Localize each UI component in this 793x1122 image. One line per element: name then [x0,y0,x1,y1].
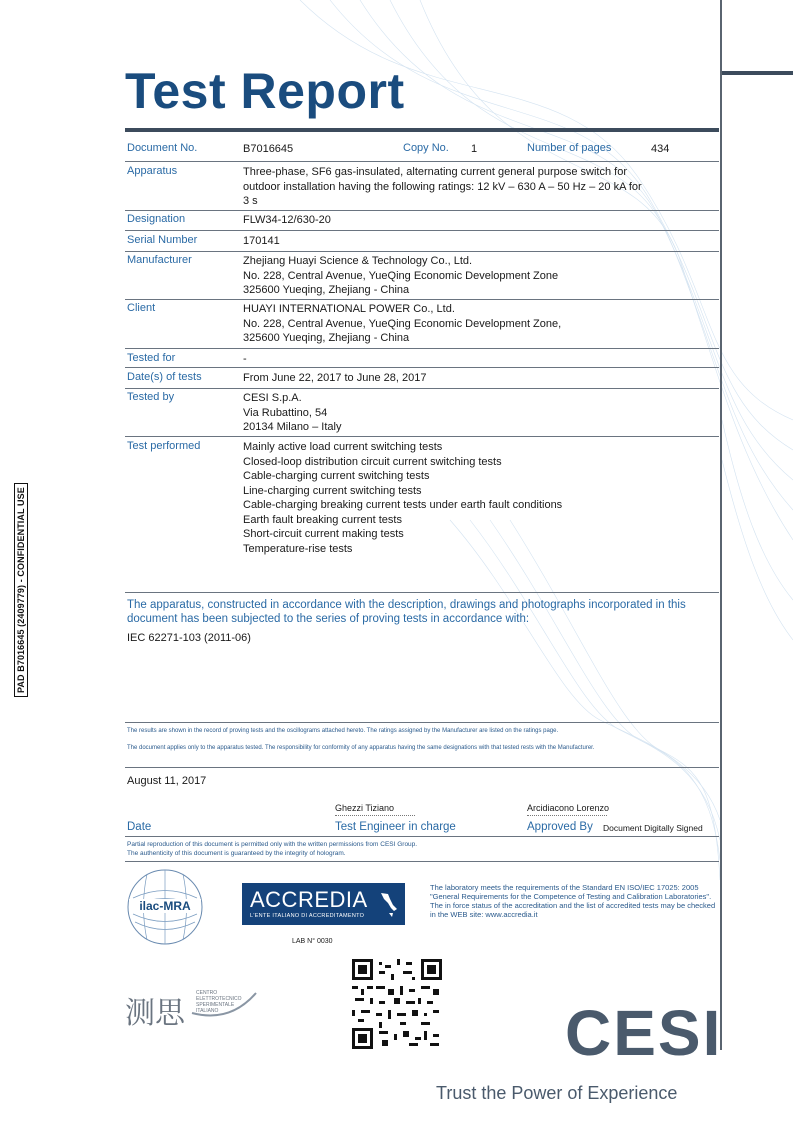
designation-value: FLW34-12/630-20 [243,214,331,226]
test-item: Short-circuit current making tests [243,528,404,540]
accredia-subtitle: L'ENTE ITALIANO DI ACCREDITAMENTO [250,913,365,919]
row-divider [125,161,719,162]
row-divider [125,251,719,252]
copy-no-value: 1 [471,143,478,155]
serial-value: 170141 [243,235,280,247]
apparatus-label: Apparatus [127,165,178,177]
tested-by-line: 20134 Milano – Italy [243,421,342,433]
subtitle-line: ELETTROTECNICO [196,996,242,1002]
manufacturer-line: 325600 Yueqing, Zhejiang - China [243,284,410,296]
copy-no-label: Copy No. [403,142,449,154]
tested-for-value: - [243,353,247,365]
row-divider [125,436,719,437]
client-line: HUAYI INTERNATIONAL POWER Co., Ltd. [243,303,455,315]
tested-by-label: Tested by [127,391,175,403]
row-divider [125,388,719,389]
accredia-title: ACCREDIA [250,887,368,912]
cesi-logo: CESI [565,997,723,1069]
lab-number: LAB N° 0030 [292,938,333,945]
manufacturer-label: Manufacturer [127,254,192,266]
signature-mark [335,815,415,818]
signature-mark [527,815,607,818]
test-item: Mainly active load current switching tests [243,441,443,453]
pages-value: 434 [651,143,670,155]
tested-by-value [243,391,341,435]
laboratory-statement: The laboratory meets the requirements of the Standard EN ISO/IEC 17025: 2005 "General Requirements for the Competence of Testing and Calibration Laboratories". The in force status of the accreditation and the list of accredited tests may be checked in the WEB site: www.accredia.it [430,883,716,919]
row-divider [125,348,719,349]
row-divider [125,767,719,768]
test-item: Closed-loop distribution circuit current switching tests [243,455,502,468]
row-divider [125,592,719,593]
test-item: Cable-charging breaking current tests under earth fault conditions [243,499,563,511]
tagline: Trust the Power of Experience [436,1083,678,1103]
issue-date: August 11, 2017 [127,775,207,787]
page-title: Test Report [125,63,405,119]
apparatus-line: Three-phase, SF6 gas-insulated, alternating current general purpose switch for [243,166,627,178]
tests-label: Test performed [127,440,201,452]
digital-signature-note: Document Digitally Signed [603,823,703,833]
manufacturer-line: No. 228, Central Avenue, YueQing Economic Development Zone [243,269,559,282]
standard-reference: IEC 62271-103 (2011-06) [127,632,251,644]
client-value [243,302,561,346]
client-line: 325600 Yueqing, Zhejiang - China [243,332,410,344]
ilac-logo-text: ilac-MRA [139,899,191,913]
tested-by-line: CESI S.p.A. [243,392,302,404]
subtitle-line: ITALIANO [196,1008,219,1014]
reproduction-note: Partial reproduction of this document is permitted only with the written permissions from CESI Group. [127,841,418,848]
cesi-chinese-logo: 测思 [125,996,185,1031]
subtitle-line: CENTRO [196,990,218,996]
dates-label: Date(s) of tests [127,371,202,383]
tests-list [243,440,562,556]
test-item: Earth fault breaking current tests [243,513,402,526]
test-item: Temperature-rise tests [243,542,353,555]
tested-for-label: Tested for [127,352,176,364]
row-divider [125,836,719,837]
ilac-mra-logo [125,868,205,946]
corner-rule [722,71,793,75]
client-label: Client [127,302,156,314]
subtitle-line: SPERIMENTALE [196,1002,235,1008]
test-item: Cable-charging current switching tests [243,470,430,482]
row-divider [125,861,719,862]
swoosh-icon [190,983,260,1023]
results-note: The results are shown in the record of proving tests and the oscillograms attached hereto. The ratings assigned by the Manufacturer are listed on the ratings page. [127,728,559,734]
test-item: Line-charging current switching tests [243,484,422,497]
manufacturer-line: Zhejiang Huayi Science & Technology Co., Ltd. [243,255,473,267]
date-label: Date [127,821,152,833]
document-no-value: B7016645 [243,143,294,155]
title-rule [125,128,719,132]
document-no-label: Document No. [127,142,198,154]
apparatus-line: 3 s [243,195,258,207]
tested-by-line: Via Rubattino, 54 [243,406,328,419]
conformity-statement: The apparatus, constructed in accordance with the description, drawings and photographs incorporated in this document has been subjected to the series of proving tests in accordance with: [127,599,686,625]
apparatus-line: outdoor installation having the following ratings: 12 kV – 630 A – 50 Hz – 20 kA for [243,180,642,193]
approver-role: Approved By [527,821,593,833]
apparatus-value [243,165,719,209]
serial-label: Serial Number [127,234,198,246]
row-divider [125,722,719,723]
engineer-name: Ghezzi Tiziano [335,803,395,813]
qr-code [352,958,442,1050]
pages-label: Number of pages [527,142,612,154]
row-divider [125,230,719,231]
row-divider [125,210,719,211]
row-divider [125,367,719,368]
engineer-role: Test Engineer in charge [335,821,456,833]
manufacturer-value [243,254,558,298]
designation-label: Designation [127,213,186,225]
dates-value: From June 22, 2017 to June 28, 2017 [243,372,427,384]
italy-icon [378,891,398,919]
client-line: No. 228, Central Avenue, YueQing Economic Development Zone, [243,317,562,330]
vertical-rule [720,0,722,1050]
authenticity-note: The authenticity of this document is guaranteed by the integrity of hologram. [127,850,346,857]
responsibility-note: The document applies only to the apparatus tested. The responsibility for conformity of any apparatus having the same designations with that tested rests with the Manufacturer. [127,745,595,751]
approver-name: Arcidiacono Lorenzo [527,803,610,813]
accredia-logo [242,883,405,925]
confidential-side-label: PAD B7016645 (2409779) - CONFIDENTIAL USE [14,483,28,697]
row-divider [125,299,719,300]
